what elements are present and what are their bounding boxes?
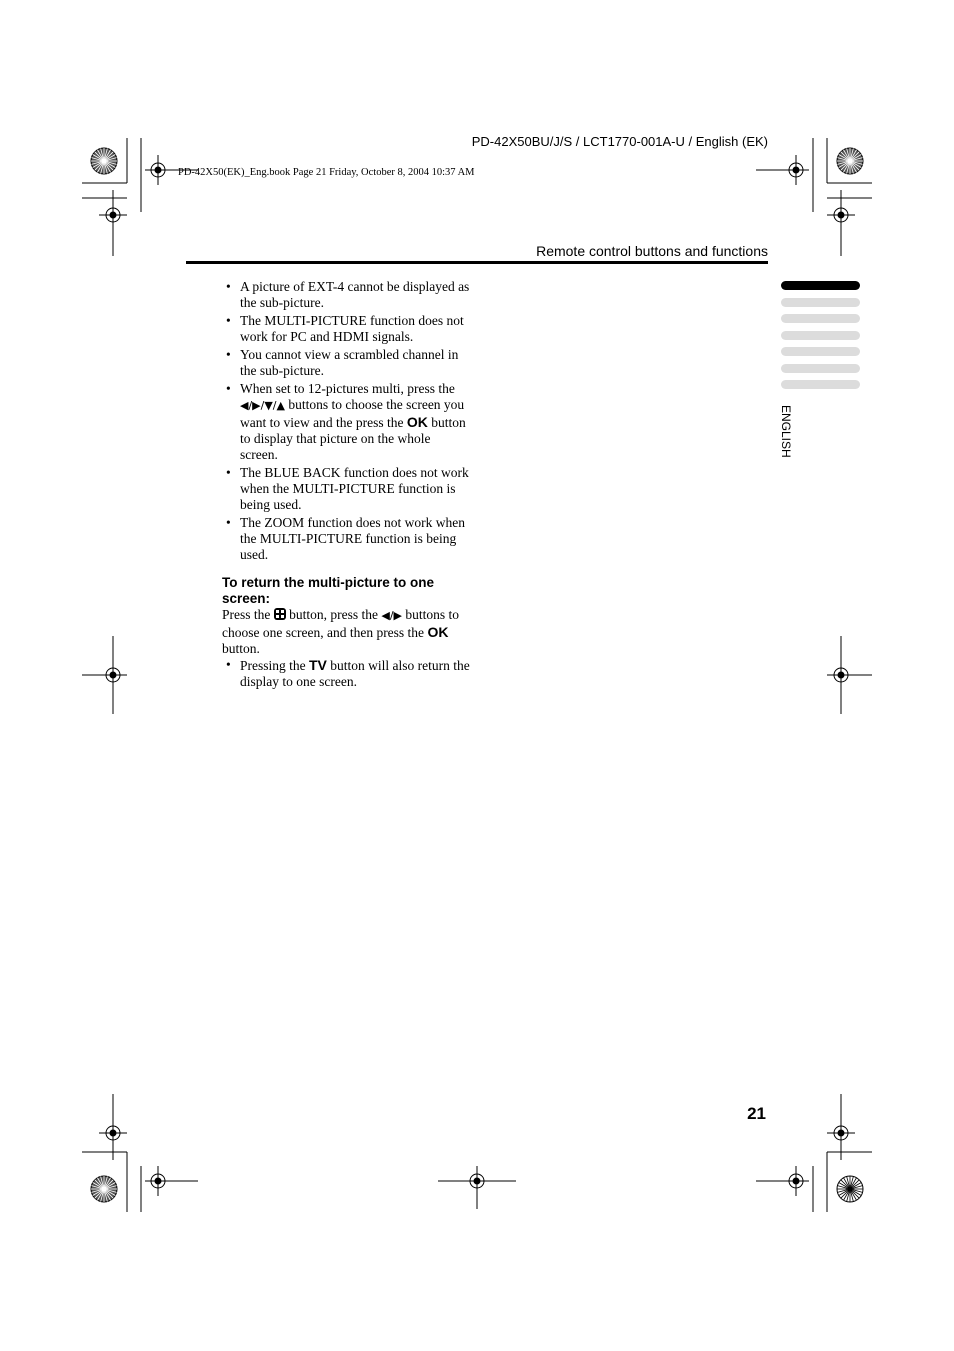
starburst-ray [93,163,102,168]
starburst-ray [852,1180,859,1187]
starburst-ray [851,1176,854,1186]
chapter-tab [781,331,860,340]
starburst-ray [847,1192,850,1202]
chapter-tab [781,347,860,356]
multi-picture-icon [274,608,286,620]
starburst-ray [107,1190,117,1193]
starburst-ray [852,164,857,173]
list-item: • You cannot view a scrambled channel in the sub-picture. [226,347,459,378]
chapter-tab [781,364,860,373]
starburst-ray [106,1191,113,1198]
list-item: • When set to 12-pictures multi, press the ◀/▶/▼/▲ buttons to choose the screen you want to view and the press the OK button to display that picture on the whole screen. [226,381,466,462]
starburst-ray [852,1192,857,1201]
crosshair-icon [827,636,872,714]
starburst-ray [95,152,102,159]
starburst-ray [107,1186,117,1189]
document-id: PD-42X50BU/J/S / LCT1770-001A-U / English (EK) [471,134,768,149]
starburst-ray [106,152,113,159]
starburst-ray [852,163,859,170]
note-text: The ZOOM function does not work when the MULTI-PICTURE function is being used. [240,515,465,562]
crosshair-icon [756,155,809,185]
starburst-ray [101,1176,104,1186]
starburst-ray [106,1178,111,1187]
starburst-ray [851,148,854,158]
instruction-text: Press the [222,607,274,622]
starburst-ray [98,150,103,159]
starburst-ray [853,155,862,160]
starburst-ray [852,152,859,159]
crosshair-icon [99,208,127,222]
starburst-ray [844,150,849,159]
starburst-ray [841,1180,848,1187]
starburst-ray [852,1178,857,1187]
crosshair-icon [99,1126,127,1140]
starburst-ray [107,162,117,165]
starburst-ray [91,1190,101,1193]
list-item: • Pressing the TV button will also return the display to one screen. [226,657,470,689]
starburst-ray [105,148,108,158]
starburst-mark-icon [91,148,117,174]
crosshair-icon [827,208,855,222]
starburst-ray [101,148,104,158]
starburst-ray [107,1191,116,1196]
notes-list [222,279,470,563]
crosshair-icon [438,1166,516,1209]
page-number: 21 [747,1104,766,1123]
starburst-ray [98,1192,103,1201]
book-print-stamp: PD-42X50(EK)_Eng.book Page 21 Friday, October 8, 2004 10:37 AM [178,167,475,178]
note-text: When set to 12-pictures multi, press the [240,381,455,396]
starburst-ray [95,1180,102,1187]
crosshair-icon [756,1166,809,1196]
chapter-tabs [781,281,860,397]
starburst-ray [107,163,116,168]
starburst-ray [853,158,863,161]
starburst-ray [841,1191,848,1198]
starburst-ray [839,1183,848,1188]
starburst-ray [847,164,850,174]
arrow-keys-icon: ◀/▶/▼/▲ [240,399,285,412]
crosshair-icon [82,636,127,714]
chapter-tab [781,298,860,307]
note-text: buttons to choose the screen you want to view and the press the [240,397,465,430]
starburst-ray [847,148,850,158]
starburst-mark-icon [837,148,863,174]
note-text: button to display that picture on the whole screen. [240,415,466,462]
starburst-ray [107,155,116,160]
header-rule [186,261,768,264]
starburst-ray [106,164,111,173]
list-item: • The ZOOM function does not work when the MULTI-PICTURE function is being used. [226,515,465,562]
starburst-ray [839,163,848,168]
instruction-text: buttons to choose one screen, and then press the [222,607,460,640]
starburst-ray [853,1190,863,1193]
starburst-ray [841,152,848,159]
note-text: The BLUE BACK function does not work when the MULTI-PICTURE function is being used. [240,465,469,512]
starburst-ray [95,163,102,170]
starburst-ray [844,1192,849,1201]
instruction-text: button, press the [285,607,382,622]
starburst-ray [101,164,104,174]
return-heading: To return the multi-picture to one screen: [222,575,434,606]
starburst-ray [98,164,103,173]
ok-key-icon: OK [427,624,449,640]
starburst-ray [837,158,847,161]
list-item: • A picture of EXT-4 cannot be displayed as the sub-picture. [226,279,470,310]
starburst-ray [853,1191,862,1196]
starburst-ray [853,1183,862,1188]
starburst-ray [93,155,102,160]
starburst-ray [852,150,857,159]
starburst-ray [93,1191,102,1196]
starburst-ray [841,163,848,170]
starburst-ray [852,1191,859,1198]
starburst-ray [853,162,863,165]
return-instructions [222,607,470,657]
language-label: ENGLISH [779,405,793,458]
starburst-ray [106,1192,111,1201]
list-item: • The BLUE BACK function does not work when the MULTI-PICTURE function is being used. [226,465,469,512]
starburst-ray [91,162,101,165]
tv-key-icon: TV [309,657,327,673]
note-text: You cannot view a scrambled channel in the sub-picture. [240,347,459,378]
note-text: Pressing the [240,658,309,673]
list-item: • The MULTI-PICTURE function does not work for PC and HDMI signals. [226,313,464,344]
starburst-ray [106,150,111,159]
starburst-ray [106,163,113,170]
starburst-ray [837,1186,847,1189]
starburst-ray [853,163,862,168]
starburst-ray [107,158,117,161]
ok-key-icon: OK [406,414,428,430]
note-text: A picture of EXT-4 cannot be displayed as the sub-picture. [240,279,470,310]
note-text: button will also return the display to one screen. [240,658,470,689]
chapter-tab [781,314,860,323]
starburst-ray [91,158,101,161]
starburst-ray [837,162,847,165]
section-title: Remote control buttons and functions [536,243,768,259]
starburst-ray [844,164,849,173]
chapter-tab [781,281,860,290]
starburst-ray [93,1183,102,1188]
starburst-ray [105,1192,108,1202]
starburst-ray [107,1183,116,1188]
starburst-mark-icon [91,1176,117,1202]
starburst-ray [106,1180,113,1187]
instruction-text: button. [222,641,260,656]
starburst-ray [91,1186,101,1189]
starburst-ray [847,1176,850,1186]
starburst-ray [98,1178,103,1187]
main-content [222,279,470,692]
starburst-ray [105,164,108,174]
starburst-ray [851,1192,854,1202]
starburst-ray [839,1191,848,1196]
starburst-ray [844,1178,849,1187]
starburst-mark-icon [837,1176,863,1202]
starburst-ray [851,164,854,174]
chapter-tab [781,380,860,389]
starburst-ray [853,1186,863,1189]
starburst-ray [839,155,848,160]
note-text: The MULTI-PICTURE function does not work for PC and HDMI signals. [240,313,464,344]
starburst-ray [101,1192,104,1202]
starburst-ray [837,1190,847,1193]
starburst-ray [105,1176,108,1186]
starburst-ray [95,1191,102,1198]
return-notes-list [222,657,470,690]
left-right-keys-icon: ◀/▶ [381,609,402,622]
crosshair-icon [827,1126,855,1140]
crosshair-icon [145,1166,198,1196]
